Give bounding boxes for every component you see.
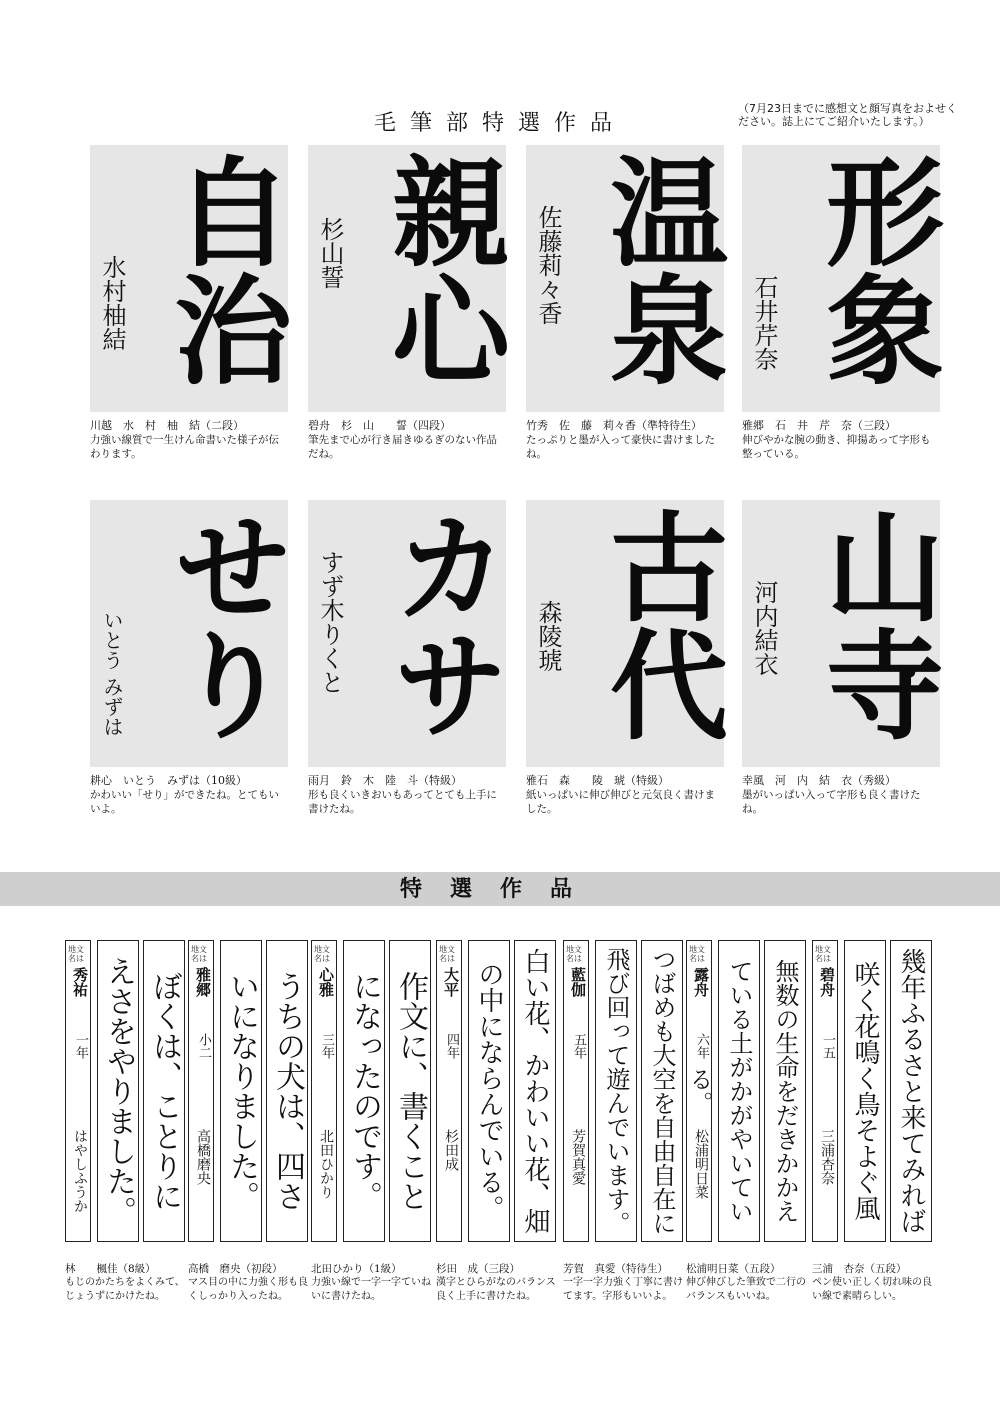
essay-comment: 伸び伸びした筆致で二行のバランスもいいね。 [686, 1277, 806, 1302]
essay-line-1: 幾年ふるさと来てみれば [890, 940, 932, 1242]
calligraphy-caption: 雅石 森 陵 琥（特級） [526, 774, 669, 787]
essay-comment: 漢字とひらがなのバランス良く上手に書けたね。 [436, 1277, 556, 1302]
strip-school-name: 大平 [442, 967, 460, 997]
calligraphy-panel [308, 500, 511, 767]
calligraphy-characters: 形象 [806, 151, 945, 387]
strip-school-name: 秀祐 [71, 967, 89, 997]
essay-caption: 三浦 杏奈（五段） [812, 1263, 907, 1275]
strip-school-name: 雅郷 [194, 967, 212, 997]
name-strip [436, 940, 462, 1242]
strip-school-name: 露舟 [692, 967, 710, 997]
essay-comment: 力強い線で一字一字ていねいに書けたね。 [311, 1277, 431, 1302]
calligraphy-panel [308, 145, 511, 412]
strip-student-name: 北田ひかり [318, 1129, 334, 1199]
essay-entry [812, 940, 932, 1302]
calligraphy-signature: 水村柚結 [98, 255, 126, 351]
calligraphy-comment: 墨がいっぱい入って字形も良く書けたね。 [742, 789, 921, 815]
strip-school-name: 碧舟 [818, 967, 836, 997]
calligraphy-comment: たっぷりと墨が入って豪快に書けましたね。 [526, 434, 715, 460]
strip-year: 一五 [820, 1033, 835, 1059]
essay-line-2: えさをやりました。 [97, 940, 139, 1242]
essay-entry [563, 940, 683, 1302]
calligraphy-signature: いとう みずは [100, 610, 124, 737]
submission-note: （7月23日までに感想文と顔写真をおよせください。誌上にてご紹介いたします。） [738, 102, 957, 128]
essay-line-1: 作文に、書くこと [389, 940, 431, 1242]
essay-comment: マス目の中に力強く形も良くしっかり入ったね。 [188, 1277, 308, 1302]
strip-school-name: 藍伽 [569, 967, 587, 997]
essay-line-1: つばめも大空を自由自在に [641, 940, 683, 1242]
strip-year: 六年 [694, 1033, 709, 1059]
essay-comment: もじのかたちをよくみて、じょうずにかけたね。 [65, 1277, 185, 1302]
calligraphy-caption: 川越 水 村 柚 結（二段） [90, 419, 244, 432]
strip-student-name: 高橋磨央 [195, 1129, 211, 1185]
essay-caption: 北田ひかり（1級） [311, 1263, 402, 1275]
calligraphy-comment: 筆先まで心が行き届きゆるぎのない作品だね。 [308, 434, 497, 460]
calligraphy-comment: 力強い線質で一生けん命書いた様子が伝わります。 [90, 434, 279, 460]
calligraphy-characters: せり [154, 506, 293, 742]
essay-comment: 一字一字力強く丁寧に書けてます。字形もいいよ。 [563, 1277, 683, 1302]
calligraphy-panel [742, 145, 945, 412]
strip-student-name: はやしふうか [72, 1129, 88, 1213]
strip-label: 地文名は [314, 945, 330, 963]
essay-line-2: の中にならんでいる。 [468, 940, 510, 1242]
essay-line-2: いになりました。 [220, 940, 262, 1242]
name-strip [563, 940, 589, 1242]
name-strip [812, 940, 838, 1242]
strip-label: 地文名は [815, 945, 831, 963]
name-strip [65, 940, 91, 1242]
calligraphy-comment: 伸びやかな腕の動き、抑揚あって字形も整っている。 [742, 434, 931, 460]
strip-year: 小二 [196, 1033, 211, 1059]
calligraphy-panel [526, 500, 729, 767]
calligraphy-characters: 山寺 [806, 506, 945, 742]
calligraphy-characters: 自治 [154, 151, 293, 387]
strip-year: 三年 [319, 1033, 334, 1059]
essay-line-2: 飛び回って遊んでいます。 [595, 940, 637, 1242]
calligraphy-characters: 温泉 [590, 151, 729, 387]
calligraphy-signature: すず木りくと [316, 550, 344, 694]
calligraphy-signature: 石井芹奈 [750, 275, 778, 371]
strip-school-name: 心雅 [317, 967, 335, 997]
calligraphy-characters: 古代 [590, 506, 729, 742]
strip-year: 五年 [571, 1033, 586, 1059]
essay-caption: 松浦明日菜（五段） [686, 1263, 781, 1275]
calligraphy-panel [90, 500, 293, 767]
calligraphy-characters: カサ [372, 506, 511, 742]
strip-label: 地文名は [439, 945, 455, 963]
section-title: 特選作品 [399, 876, 600, 902]
strip-student-name: 松浦明日菜 [693, 1129, 709, 1199]
calligraphy-signature: 森陵琥 [534, 600, 562, 672]
calligraphy-caption: 雨月 鈴 木 陸 斗（特級） [308, 774, 462, 787]
calligraphy-signature: 杉山誓 [316, 217, 344, 289]
essay-caption: 高橋 磨央（初段） [188, 1263, 283, 1275]
strip-student-name: 芳賀真愛 [570, 1129, 586, 1185]
essay-caption: 芳賀 真愛（特待生） [563, 1263, 668, 1275]
essay-entry [65, 940, 185, 1302]
calligraphy-signature: 河内結衣 [750, 580, 778, 676]
calligraphy-caption: 雅郷 石 井 芹 奈（三段） [742, 419, 896, 432]
essay-comment: ペン使い正しく切れ味の良い線で素晴らしい。 [812, 1277, 932, 1302]
strip-label: 地文名は [68, 945, 84, 963]
calligraphy-panel [742, 500, 945, 767]
name-strip [188, 940, 214, 1242]
strip-year: 四年 [444, 1033, 459, 1059]
strip-label: 地文名は [689, 945, 705, 963]
essay-line-2: ている土がかがやいている。 [718, 940, 760, 1242]
essay-caption: 杉田 成（三段） [436, 1263, 520, 1275]
strip-label: 地文名は [191, 945, 207, 963]
essay-entry [685, 940, 806, 1302]
calligraphy-panel [526, 145, 729, 412]
essay-line-1: うちの犬は、四さ [266, 940, 308, 1242]
calligraphy-signature: 佐藤莉々香 [534, 205, 562, 325]
calligraphy-comment: 紙いっぱいに伸び伸びと元気良く書けました。 [526, 789, 715, 815]
strip-year: 一年 [73, 1033, 88, 1059]
essay-entry [311, 940, 431, 1302]
name-strip [311, 940, 337, 1242]
calligraphy-caption: 耕心 いとう みずは（10級） [90, 774, 247, 787]
strip-label: 地文名は [566, 945, 582, 963]
essay-caption: 林 楓佳（8級） [65, 1263, 156, 1275]
essay-line-1: 白い花、かわいい花、畑 [514, 940, 556, 1242]
essay-line-2: になったのです。 [343, 940, 385, 1242]
strip-student-name: 杉田成 [443, 1129, 459, 1171]
essay-line-1: 無数の生命をだきかかえ [764, 940, 806, 1242]
calligraphy-panel [90, 145, 293, 412]
calligraphy-comment: 形も良くいきおいもあってとても上手に書けたね。 [308, 789, 497, 815]
essay-entry [436, 940, 556, 1302]
calligraphy-characters: 親心 [372, 151, 511, 387]
essay-line-2: 咲く花鳴く鳥そよぐ風 [844, 940, 886, 1242]
essay-line-1: ぼくは、ことりに [143, 940, 185, 1242]
calligraphy-caption: 碧舟 杉 山 誓（四段） [308, 419, 451, 432]
calligraphy-comment: かわいい「せり」ができたね。とてもいいよ。 [90, 789, 279, 815]
essay-entry [188, 940, 308, 1302]
calligraphy-caption: 竹秀 佐 藤 莉々香（準特待生） [526, 419, 702, 432]
calligraphy-caption: 幸風 河 内 結 衣（秀級） [742, 774, 896, 787]
strip-student-name: 三浦杏奈 [819, 1129, 835, 1185]
page-title: 毛筆部特選作品 [373, 111, 626, 136]
